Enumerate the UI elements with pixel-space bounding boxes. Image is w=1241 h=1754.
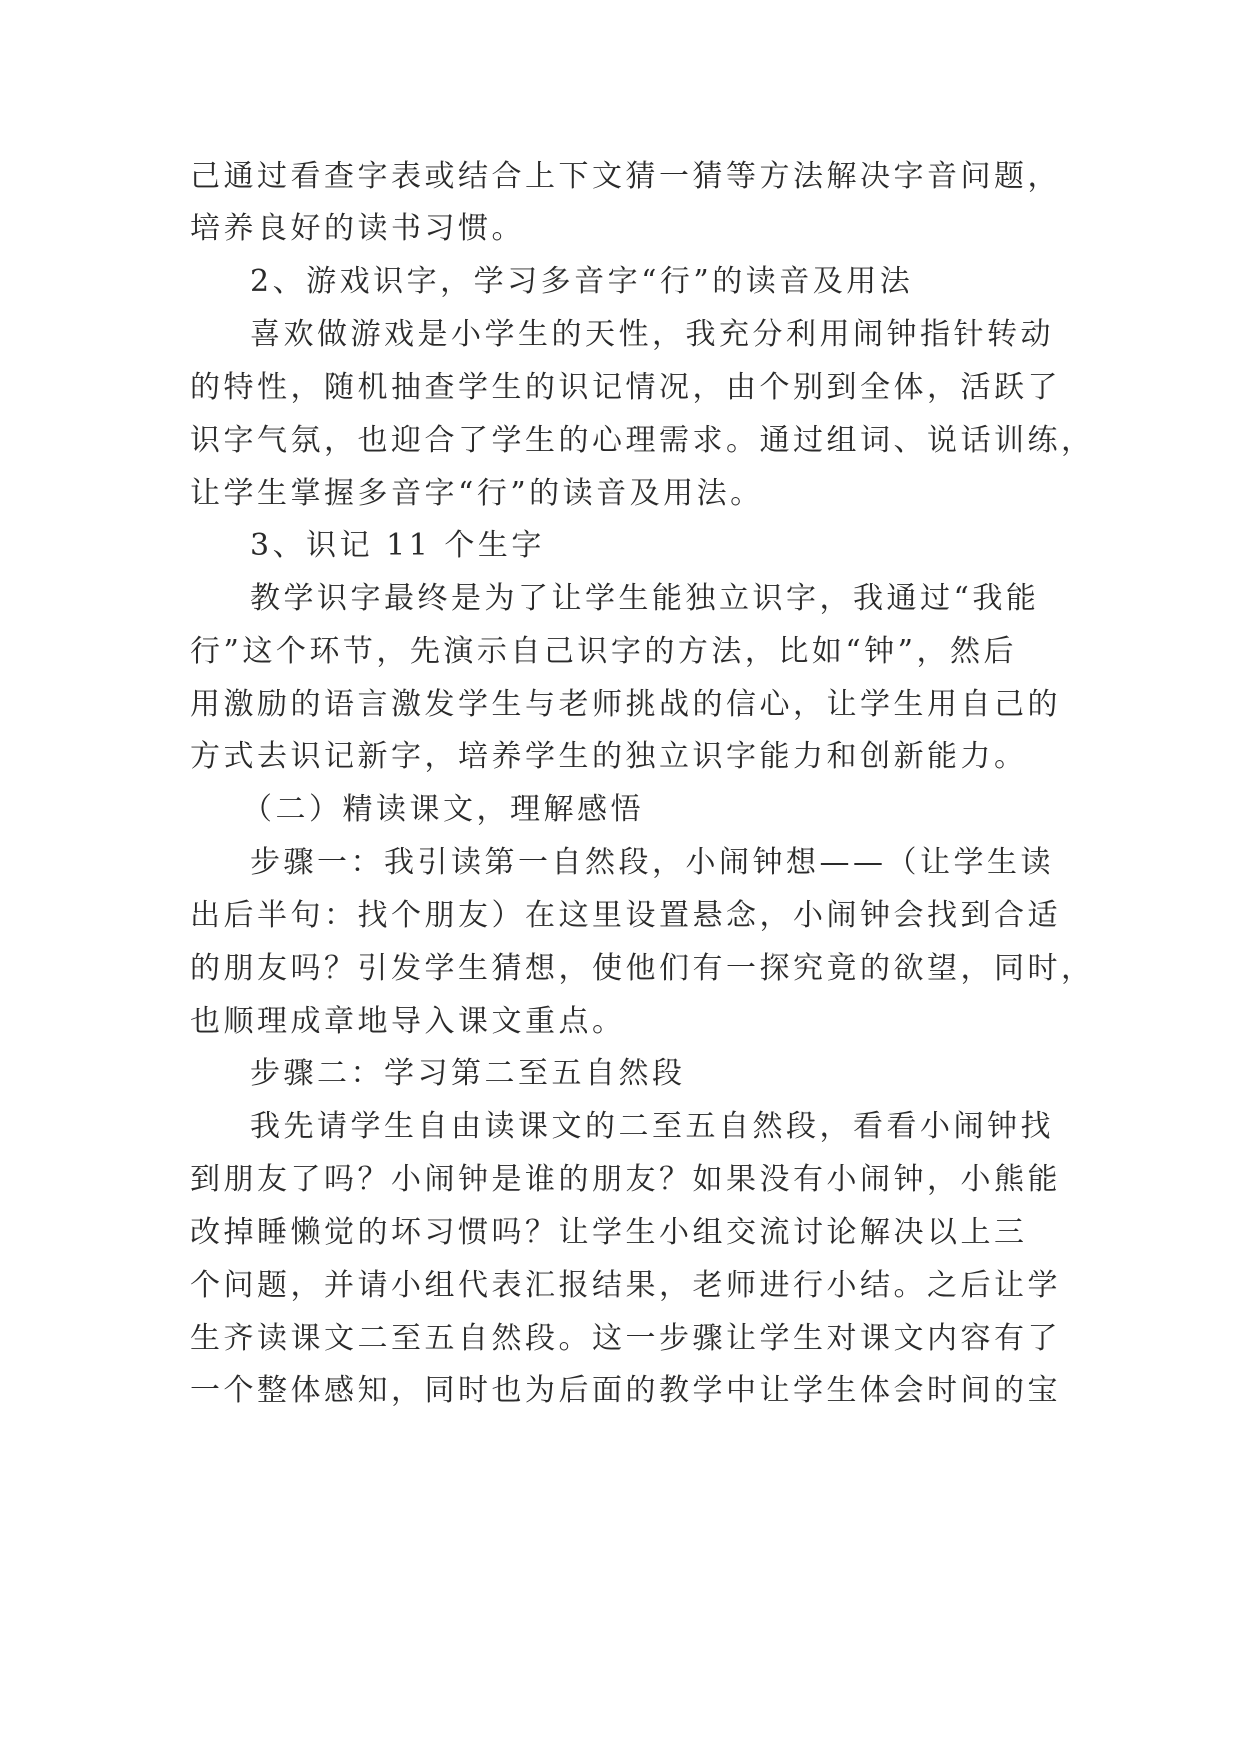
text-line: 也顺理成章地导入课文重点。 <box>190 1004 626 1039</box>
text-line: 的朋友吗？引发学生猜想，使他们有一探究竟的欲望，同时， <box>190 951 1095 986</box>
text-line: 喜欢做游戏是小学生的天性，我充分利用闹钟指针转动 <box>250 317 1054 352</box>
text-line: 识字气氛，也迎合了学生的心理需求。通过组词、说话训练， <box>190 423 1095 458</box>
text-line: 个问题，并请小组代表汇报结果，老师进行小结。之后让学 <box>190 1268 1061 1303</box>
section-heading: 2、游戏识字，学习多音字“行”的读音及用法 <box>250 264 914 299</box>
text-line: 教学识字最终是为了让学生能独立识字，我通过“我能 <box>250 581 1040 616</box>
text-line: 出后半句：找个朋友）在这里设置悬念，小闹钟会找到合适 <box>190 898 1061 933</box>
text-line: 步骤一：我引读第一自然段，小闹钟想——（让学生读 <box>250 845 1054 880</box>
text-line: 改掉睡懒觉的坏习惯吗？让学生小组交流讨论解决以上三 <box>190 1215 1028 1250</box>
text-line: 生齐读课文二至五自然段。这一步骤让学生对课文内容有了 <box>190 1321 1061 1356</box>
text-line: 我先请学生自由读课文的二至五自然段，看看小闹钟找 <box>250 1109 1054 1144</box>
text-line: 用激励的语言激发学生与老师挑战的信心，让学生用自己的 <box>190 687 1061 722</box>
section-heading: 3、识记 11 个生字 <box>250 528 545 563</box>
text-line: 己通过看查字表或结合上下文猜一猜等方法解决字音问题， <box>190 159 1061 194</box>
text-line: 的特性，随机抽查学生的识记情况，由个别到全体，活跃了 <box>190 370 1061 405</box>
text-line: 让学生掌握多音字“行”的读音及用法。 <box>190 476 764 511</box>
text-line: 行”这个环节，先演示自己识字的方法，比如“钟”，然后 <box>190 634 1018 669</box>
text-line: 到朋友了吗？小闹钟是谁的朋友？如果没有小闹钟，小熊能 <box>190 1162 1061 1197</box>
text-line: 培养良好的读书习惯。 <box>190 211 525 246</box>
text-line: 一个整体感知，同时也为后面的教学中让学生体会时间的宝 <box>190 1373 1061 1408</box>
section-heading: 步骤二：学习第二至五自然段 <box>250 1056 686 1091</box>
section-heading: （二）精读课文，理解感悟 <box>242 792 644 827</box>
text-line: 方式去识记新字，培养学生的独立识字能力和创新能力。 <box>190 739 1028 774</box>
